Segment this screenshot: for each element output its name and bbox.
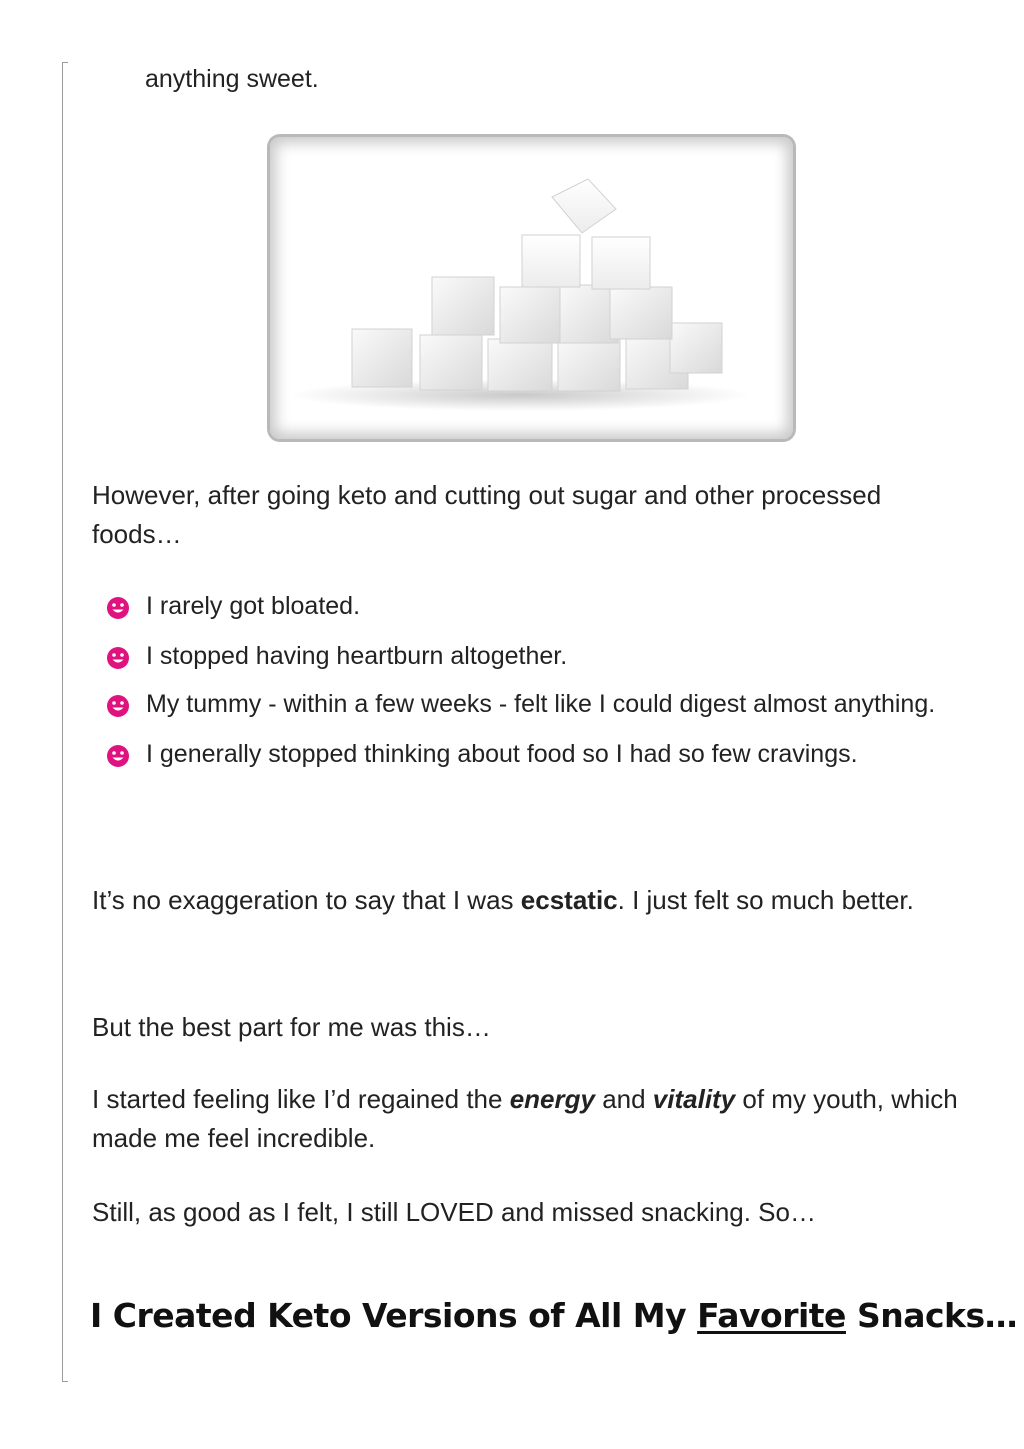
energy-emphasis: energy — [509, 1084, 595, 1114]
benefits-list — [100, 588, 980, 786]
vitality-emphasis: vitality — [652, 1084, 736, 1114]
ecstatic-text-before: It’s no exaggeration to say that I was — [92, 885, 521, 915]
energy-text-middle: and — [594, 1084, 653, 1114]
heading-underlined-word: Favorite — [697, 1296, 846, 1335]
page-border-tick-top — [62, 62, 68, 63]
smiley-icon — [106, 646, 130, 670]
page-border-line — [62, 62, 63, 1382]
energy-text-after: of my youth, which made me feel incredible. — [92, 1084, 958, 1153]
sugar-cubes-image — [270, 137, 793, 439]
heading-text-before: I Created Keto Versions of All My — [90, 1296, 698, 1335]
smiley-icon — [106, 744, 130, 768]
lead-text: anything sweet. — [145, 65, 319, 93]
ecstatic-emphasis: ecstatic — [520, 885, 618, 915]
heading-text-after: Snacks… — [845, 1296, 1018, 1335]
list-item — [100, 588, 980, 624]
snacking-paragraph: Still, as good as I felt, I still LOVED and missed snacking. So… — [92, 1197, 816, 1227]
ecstatic-paragraph — [92, 881, 972, 920]
smiley-icon — [106, 596, 130, 620]
energy-text-before: I started feeling like I’d regained the — [92, 1084, 510, 1114]
ecstatic-text-after: . I just felt so much better. — [617, 885, 914, 915]
list-item-text: My tummy - within a few weeks - felt like I could digest almost anything. — [146, 690, 936, 718]
list-item — [100, 686, 980, 722]
intro-paragraph: However, after going keto and cutting out sugar and other processed foods… — [92, 480, 882, 549]
energy-paragraph — [92, 1080, 972, 1158]
best-part-paragraph: But the best part for me was this… — [92, 1012, 491, 1042]
smiley-icon — [106, 694, 130, 718]
page-border-tick-bottom — [62, 1381, 68, 1382]
list-item — [100, 736, 980, 772]
section-heading — [90, 1294, 1017, 1338]
list-item-text: I stopped having heartburn altogether. — [146, 642, 568, 670]
list-item — [100, 638, 980, 674]
list-item-text: I rarely got bloated. — [146, 592, 361, 620]
sugar-cubes-photo-icon — [270, 137, 793, 439]
list-item-text: I generally stopped thinking about food so I had so few cravings. — [146, 740, 858, 768]
